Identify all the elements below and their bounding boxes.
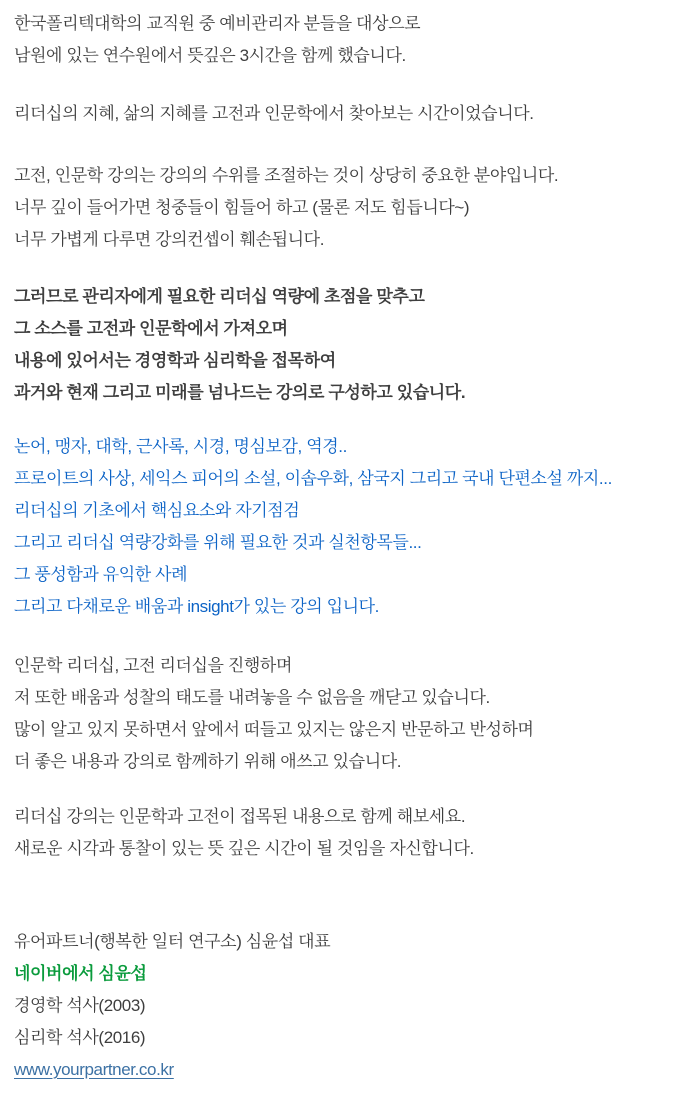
paragraph-line: 너무 가볍게 다루면 강의컨셉이 훼손됩니다.	[14, 230, 325, 249]
paragraph-line: 논어, 맹자, 대학, 근사록, 시경, 명심보감, 역경..	[14, 437, 347, 456]
paragraph-group-approach	[14, 281, 690, 409]
paragraph-line: 리더십 강의는 인문학과 고전이 접목된 내용으로 함께 해보세요.	[14, 807, 466, 826]
paragraph-line: 더 좋은 내용과 강의로 함께하기 위해 애쓰고 있습니다.	[14, 752, 402, 771]
paragraph-line: 너무 깊이 들어가면 청중들이 힘들어 하고 (물론 저도 힘듭니다~)	[14, 198, 470, 217]
paragraph-group-intro	[14, 8, 690, 72]
paragraph-line: 많이 알고 있지 못하면서 앞에서 떠들고 있지는 않은지 반문하고 반성하며	[14, 720, 534, 739]
author-line: 유어파트너(행복한 일터 연구소) 심윤섭 대표	[14, 932, 331, 951]
paragraph-line: 저 또한 배움과 성찰의 태도를 내려놓을 수 없음을 깨닫고 있습니다.	[14, 688, 490, 707]
paragraph-line: 고전, 인문학 강의는 강의의 수위를 조절하는 것이 상당히 중요한 분야입니다.	[14, 166, 559, 185]
paragraph-line: 프로이트의 사상, 세익스 피어의 소설, 이솝우화, 삼국지 그리고 국내 단편소설 까지...	[14, 469, 612, 488]
paragraph-group-wisdom	[14, 98, 690, 130]
paragraph-group-invitation	[14, 801, 690, 865]
naver-profile-link[interactable]: 네이버에서 심윤섭	[14, 964, 147, 983]
paragraph-line: 과거와 현재 그리고 미래를 넘나드는 강의로 구성하고 있습니다.	[14, 383, 466, 402]
paragraph-line: 내용에 있어서는 경영학과 심리학을 접목하여	[14, 351, 336, 370]
paragraph-line: 리더십의 지혜, 삶의 지혜를 고전과 인문학에서 찾아보는 시간이었습니다.	[14, 104, 534, 123]
paragraph-line: 리더십의 기초에서 핵심요소와 자기점검	[14, 501, 300, 520]
paragraph-line: 한국폴리텍대학의 교직원 중 예비관리자 분들을 대상으로	[14, 14, 421, 33]
degree-line: 심리학 석사(2016)	[14, 1028, 146, 1047]
paragraph-line: 그리고 다채로운 배움과 insight가 있는 강의 입니다.	[14, 597, 379, 616]
paragraph-line: 그 풍성함과 유익한 사례	[14, 565, 188, 584]
paragraph-line: 남원에 있는 연수원에서 뜻깊은 3시간을 함께 했습니다.	[14, 46, 406, 65]
paragraph-line: 그리고 리더십 역량강화를 위해 필요한 것과 실천항목들...	[14, 533, 422, 552]
paragraph-line: 인문학 리더십, 고전 리더십을 진행하며	[14, 656, 292, 675]
paragraph-line: 그러므로 관리자에게 필요한 리더십 역량에 초점을 맞추고	[14, 287, 425, 306]
degree-line: 경영학 석사(2003)	[14, 996, 146, 1015]
website-link[interactable]: www.yourpartner.co.kr	[14, 1060, 174, 1079]
paragraph-line: 그 소스를 고전과 인문학에서 가져오며	[14, 319, 288, 338]
paragraph-group-sources	[14, 431, 690, 623]
signature-block	[14, 926, 690, 1086]
paragraph-line: 새로운 시각과 통찰이 있는 뜻 깊은 시간이 될 것임을 자신합니다.	[14, 839, 474, 858]
paragraph-group-reflection	[14, 650, 690, 778]
paragraph-group-difficulty	[14, 160, 690, 256]
